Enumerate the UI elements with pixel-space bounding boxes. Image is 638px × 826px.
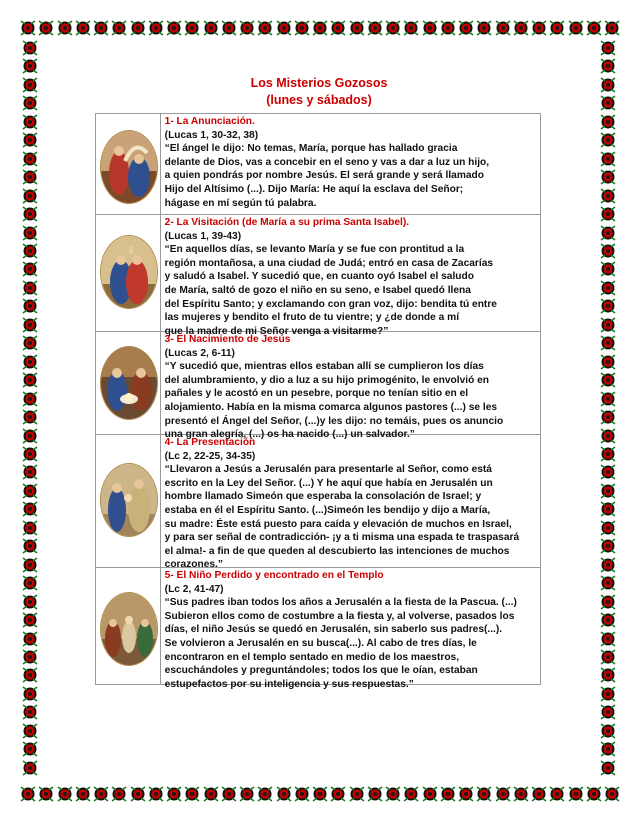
- border-flower-icon: [22, 225, 38, 241]
- border-flower-icon: [600, 428, 616, 444]
- border-flower-icon: [586, 786, 602, 802]
- border-flower-icon: [600, 409, 616, 425]
- border-flower-icon: [600, 132, 616, 148]
- border-flower-icon: [184, 20, 200, 36]
- border-flower-icon: [130, 20, 146, 36]
- border-flower-icon: [148, 20, 164, 36]
- border-flower-icon: [22, 409, 38, 425]
- border-flower-icon: [22, 612, 38, 628]
- border-flower-icon: [600, 575, 616, 591]
- image-cell: [96, 435, 161, 568]
- border-flower-icon: [22, 58, 38, 74]
- border-flower-icon: [203, 20, 219, 36]
- text-line: estaba en él el Espíritu Santo. (...)Simeón les bendijo y dijo a María,: [164, 504, 491, 516]
- border-flower-icon: [600, 520, 616, 536]
- border-flower-icon: [20, 786, 36, 802]
- text-line: y para ser señal de contradicción- ¡y a ti misma una espada te traspasará: [164, 532, 520, 544]
- page-title: Los Misterios Gozosos: [250, 76, 388, 90]
- border-flower-icon: [22, 575, 38, 591]
- border-flower-icon: [22, 464, 38, 480]
- border-flower-icon: [221, 20, 237, 36]
- text-line: Subieron ellos como de costumbre a la fiesta y, al volverse, pasados los: [164, 610, 515, 622]
- border-flower-icon: [600, 225, 616, 241]
- border-flower-icon: [111, 20, 127, 36]
- presentation-image: [100, 463, 158, 537]
- border-flower-icon: [38, 786, 54, 802]
- text-line: que la madre de mi Señor venga a visitarme?”: [164, 325, 389, 337]
- text-line: (Lucas 2, 6-11): [164, 347, 235, 359]
- nativity-image: [100, 346, 158, 420]
- text-line: presentó el Ángel del Señor, (...)y les dijo: no temáis, pues os anuncio: [164, 415, 504, 427]
- image-cell: [96, 332, 161, 435]
- border-flower-icon: [600, 317, 616, 333]
- border-flower-icon: [600, 649, 616, 665]
- border-flower-icon: [22, 335, 38, 351]
- text-line: “En aquellos días, se levanto María y se fue con prontitud a la: [164, 244, 465, 256]
- border-flower-icon: [600, 114, 616, 130]
- border-flower-icon: [20, 20, 36, 36]
- image-cell: [96, 215, 161, 332]
- border-flower-icon: [166, 786, 182, 802]
- border-flower-icon: [600, 354, 616, 370]
- border-flower-icon: [476, 20, 492, 36]
- border-flower-icon: [600, 557, 616, 573]
- border-flower-icon: [513, 20, 529, 36]
- border-flower-icon: [22, 428, 38, 444]
- text-line: escrito en la Ley del Señor. (...) Y he aquí que había en Jerusalén un: [164, 477, 493, 489]
- text-line: (Lucas 1, 30-32, 38): [164, 129, 259, 141]
- border-flower-icon: [257, 786, 273, 802]
- border-flower-icon: [22, 667, 38, 683]
- border-flower-icon: [22, 704, 38, 720]
- border-flower-icon: [549, 786, 565, 802]
- border-flower-icon: [422, 786, 438, 802]
- border-flower-icon: [367, 20, 383, 36]
- text-line: “Y sucedió que, mientras ellos estaban allí se cumplieron los días: [164, 361, 484, 373]
- mystery-heading: 4- La Presentación: [164, 437, 256, 448]
- border-flower-icon: [600, 760, 616, 776]
- border-flower-icon: [349, 786, 365, 802]
- mystery-row: [96, 435, 541, 568]
- border-flower-icon: [22, 557, 38, 573]
- border-flower-icon: [294, 786, 310, 802]
- border-flower-icon: [22, 501, 38, 517]
- text-line: (Lucas 1, 39-43): [164, 230, 242, 242]
- border-flower-icon: [600, 723, 616, 739]
- border-flower-icon: [330, 786, 346, 802]
- border-flower-icon: [600, 280, 616, 296]
- border-flower-icon: [166, 20, 182, 36]
- border-flower-icon: [568, 20, 584, 36]
- text-line: encontraron en el templo sentado en medio de los maestros,: [164, 651, 460, 663]
- text-line: hágase en mí según tú palabra.: [164, 197, 317, 209]
- border-flower-icon: [600, 243, 616, 259]
- text-line: Se volvieron a Jerusalén en su busca(...). Al cabo de tres días, le: [164, 637, 477, 649]
- border-flower-icon: [22, 317, 38, 333]
- border-flower-icon: [600, 169, 616, 185]
- text-line: Hijo del Altísimo (...). Dijo María: He aquí la esclava del Señor;: [164, 183, 464, 195]
- border-flower-icon: [38, 20, 54, 36]
- text-line: pañales y le acostó en un pesebre, porque no tenían sitio en el: [164, 388, 469, 400]
- border-flower-icon: [22, 631, 38, 647]
- border-flower-icon: [600, 704, 616, 720]
- border-flower-icon: [600, 151, 616, 167]
- border-flower-icon: [600, 667, 616, 683]
- border-flower-icon: [600, 40, 616, 56]
- border-flower-icon: [600, 372, 616, 388]
- border-flower-icon: [184, 786, 200, 802]
- border-flower-icon: [458, 20, 474, 36]
- border-flower-icon: [600, 335, 616, 351]
- border-flower-icon: [22, 40, 38, 56]
- border-flower-icon: [600, 446, 616, 462]
- text-line: y saludó a Isabel. Y sucedió que, en cuanto oyó Isabel el saludo: [164, 271, 474, 283]
- text-cell: [160, 568, 540, 690]
- text-line: escuchándoles y preguntándoles; todos los que le oían, estaban: [164, 665, 478, 677]
- border-flower-icon: [604, 20, 620, 36]
- text-line: las mujeres y bendito el fruto de tu vientre; y ¿de donde a mí: [164, 312, 460, 324]
- text-line: “El ángel le dijo: No temas, María, porque has hallado gracia: [164, 143, 458, 155]
- border-flower-icon: [22, 188, 38, 204]
- mystery-row: [96, 114, 541, 215]
- visitation-image: [100, 235, 158, 309]
- border-flower-icon: [22, 446, 38, 462]
- text-line: estupefactos por su inteligencia y sus respuestas.”: [164, 678, 414, 690]
- border-flower-icon: [22, 594, 38, 610]
- mystery-row: [96, 215, 541, 332]
- image-cell: [96, 114, 161, 215]
- border-flower-icon: [600, 501, 616, 517]
- text-line: del alumbramiento, y dio a luz a su hijo primogénito, le envolvió en: [164, 374, 490, 386]
- border-flower-icon: [22, 354, 38, 370]
- text-line: corazones.”: [164, 559, 223, 571]
- border-flower-icon: [148, 786, 164, 802]
- border-flower-icon: [22, 280, 38, 296]
- border-flower-icon: [495, 786, 511, 802]
- border-flower-icon: [221, 786, 237, 802]
- border-flower-icon: [257, 20, 273, 36]
- border-flower-icon: [22, 132, 38, 148]
- border-flower-icon: [600, 483, 616, 499]
- mysteries-table: [95, 113, 541, 690]
- border-flower-icon: [276, 20, 292, 36]
- border-flower-icon: [22, 538, 38, 554]
- border-flower-icon: [22, 372, 38, 388]
- text-cell: [160, 215, 540, 337]
- border-flower-icon: [604, 786, 620, 802]
- text-line: el alma!- a fin de que queden al descubierto las intenciones de muchos: [164, 545, 510, 557]
- mystery-row: [96, 568, 541, 685]
- mystery-heading: 2- La Visitación (de María a su prima Santa Isabel).: [164, 217, 410, 228]
- border-flower-icon: [600, 538, 616, 554]
- border-flower-icon: [22, 298, 38, 314]
- border-flower-icon: [75, 786, 91, 802]
- text-line: hombre llamado Simeón que esperaba la consolación de Israel; y: [164, 491, 482, 503]
- border-bottom: [20, 786, 620, 806]
- border-top: [20, 20, 620, 40]
- text-cell: [160, 114, 540, 215]
- border-flower-icon: [57, 786, 73, 802]
- border-flower-icon: [600, 594, 616, 610]
- mystery-heading: 3- El Nacimiento de Jesús: [164, 334, 291, 345]
- border-flower-icon: [22, 243, 38, 259]
- border-flower-icon: [22, 649, 38, 665]
- border-flower-icon: [22, 723, 38, 739]
- border-flower-icon: [22, 114, 38, 130]
- text-line: delante de Dios, vas a concebir en el seno y vas a dar a luz un hijo,: [164, 156, 490, 168]
- border-flower-icon: [568, 786, 584, 802]
- text-line: alojamiento. Había en la misma comarca algunos pastores (...) se les: [164, 401, 498, 413]
- text-line: a quien pondrás por nombre Jesús. El será grande y será llamado: [164, 170, 484, 182]
- border-flower-icon: [239, 20, 255, 36]
- border-flower-icon: [22, 741, 38, 757]
- border-right: [600, 40, 620, 776]
- border-flower-icon: [367, 786, 383, 802]
- border-flower-icon: [22, 169, 38, 185]
- border-flower-icon: [22, 206, 38, 222]
- border-flower-icon: [600, 631, 616, 647]
- border-flower-icon: [349, 20, 365, 36]
- border-flower-icon: [458, 786, 474, 802]
- border-flower-icon: [600, 686, 616, 702]
- border-flower-icon: [600, 612, 616, 628]
- finding-in-temple-image: [100, 592, 158, 666]
- border-flower-icon: [93, 20, 109, 36]
- text-cell: [160, 332, 540, 441]
- border-flower-icon: [586, 20, 602, 36]
- border-flower-icon: [330, 20, 346, 36]
- border-flower-icon: [531, 786, 547, 802]
- text-line: su madre: Éste está puesto para caída y elevación de muchos en Israel,: [164, 518, 512, 530]
- border-flower-icon: [130, 786, 146, 802]
- border-flower-icon: [22, 391, 38, 407]
- text-line: (Lc 2, 22-25, 34-35): [164, 450, 256, 462]
- border-flower-icon: [22, 760, 38, 776]
- border-flower-icon: [476, 786, 492, 802]
- text-line: días, el niño Jesús se quedó en Jerusalén, sin saberlo sus padres(...).: [164, 624, 503, 636]
- border-flower-icon: [294, 20, 310, 36]
- border-flower-icon: [22, 483, 38, 499]
- border-flower-icon: [203, 786, 219, 802]
- border-left: [22, 40, 42, 776]
- border-flower-icon: [513, 786, 529, 802]
- mystery-row: [96, 332, 541, 435]
- border-flower-icon: [111, 786, 127, 802]
- border-flower-icon: [22, 686, 38, 702]
- border-flower-icon: [600, 741, 616, 757]
- border-flower-icon: [385, 20, 401, 36]
- border-flower-icon: [22, 151, 38, 167]
- page-subtitle: (lunes y sábados): [266, 93, 372, 107]
- border-flower-icon: [403, 786, 419, 802]
- border-flower-icon: [440, 786, 456, 802]
- border-flower-icon: [422, 20, 438, 36]
- border-flower-icon: [239, 786, 255, 802]
- text-line: región montañosa, a una ciudad de Judá; entró en casa de Zacarías: [164, 257, 494, 269]
- border-flower-icon: [385, 786, 401, 802]
- border-flower-icon: [440, 20, 456, 36]
- border-flower-icon: [600, 391, 616, 407]
- border-flower-icon: [22, 520, 38, 536]
- text-line: “Sus padres iban todos los años a Jerusalén a la fiesta de la Pascua. (...): [164, 597, 517, 609]
- border-flower-icon: [403, 20, 419, 36]
- border-flower-icon: [312, 20, 328, 36]
- text-line: (Lc 2, 41-47): [164, 583, 224, 595]
- border-flower-icon: [600, 58, 616, 74]
- border-flower-icon: [600, 206, 616, 222]
- border-flower-icon: [600, 298, 616, 314]
- border-flower-icon: [600, 464, 616, 480]
- border-flower-icon: [276, 786, 292, 802]
- image-cell: [96, 568, 161, 685]
- border-flower-icon: [600, 261, 616, 277]
- text-line: de María, saltó de gozo el niño en su seno, e Isabel quedó llena: [164, 284, 471, 296]
- mystery-heading: 5- El Niño Perdido y encontrado en el Templo: [164, 570, 384, 581]
- mystery-heading: 1- La Anunciación.: [164, 116, 255, 127]
- border-flower-icon: [93, 786, 109, 802]
- text-line: “Llevaron a Jesús a Jerusalén para presentarle al Señor, como está: [164, 464, 492, 476]
- border-flower-icon: [22, 261, 38, 277]
- border-flower-icon: [57, 20, 73, 36]
- border-flower-icon: [531, 20, 547, 36]
- text-line: del Espíritu Santo; y exclamando con gran voz, dijo: bendita tú entre: [164, 298, 497, 310]
- border-flower-icon: [312, 786, 328, 802]
- border-flower-icon: [75, 20, 91, 36]
- border-flower-icon: [600, 188, 616, 204]
- border-flower-icon: [549, 20, 565, 36]
- annunciation-image: [100, 130, 158, 204]
- text-line: una gran alegría, (...) os ha nacido (...) un salvador.”: [164, 429, 415, 441]
- border-flower-icon: [495, 20, 511, 36]
- text-cell: [160, 435, 540, 571]
